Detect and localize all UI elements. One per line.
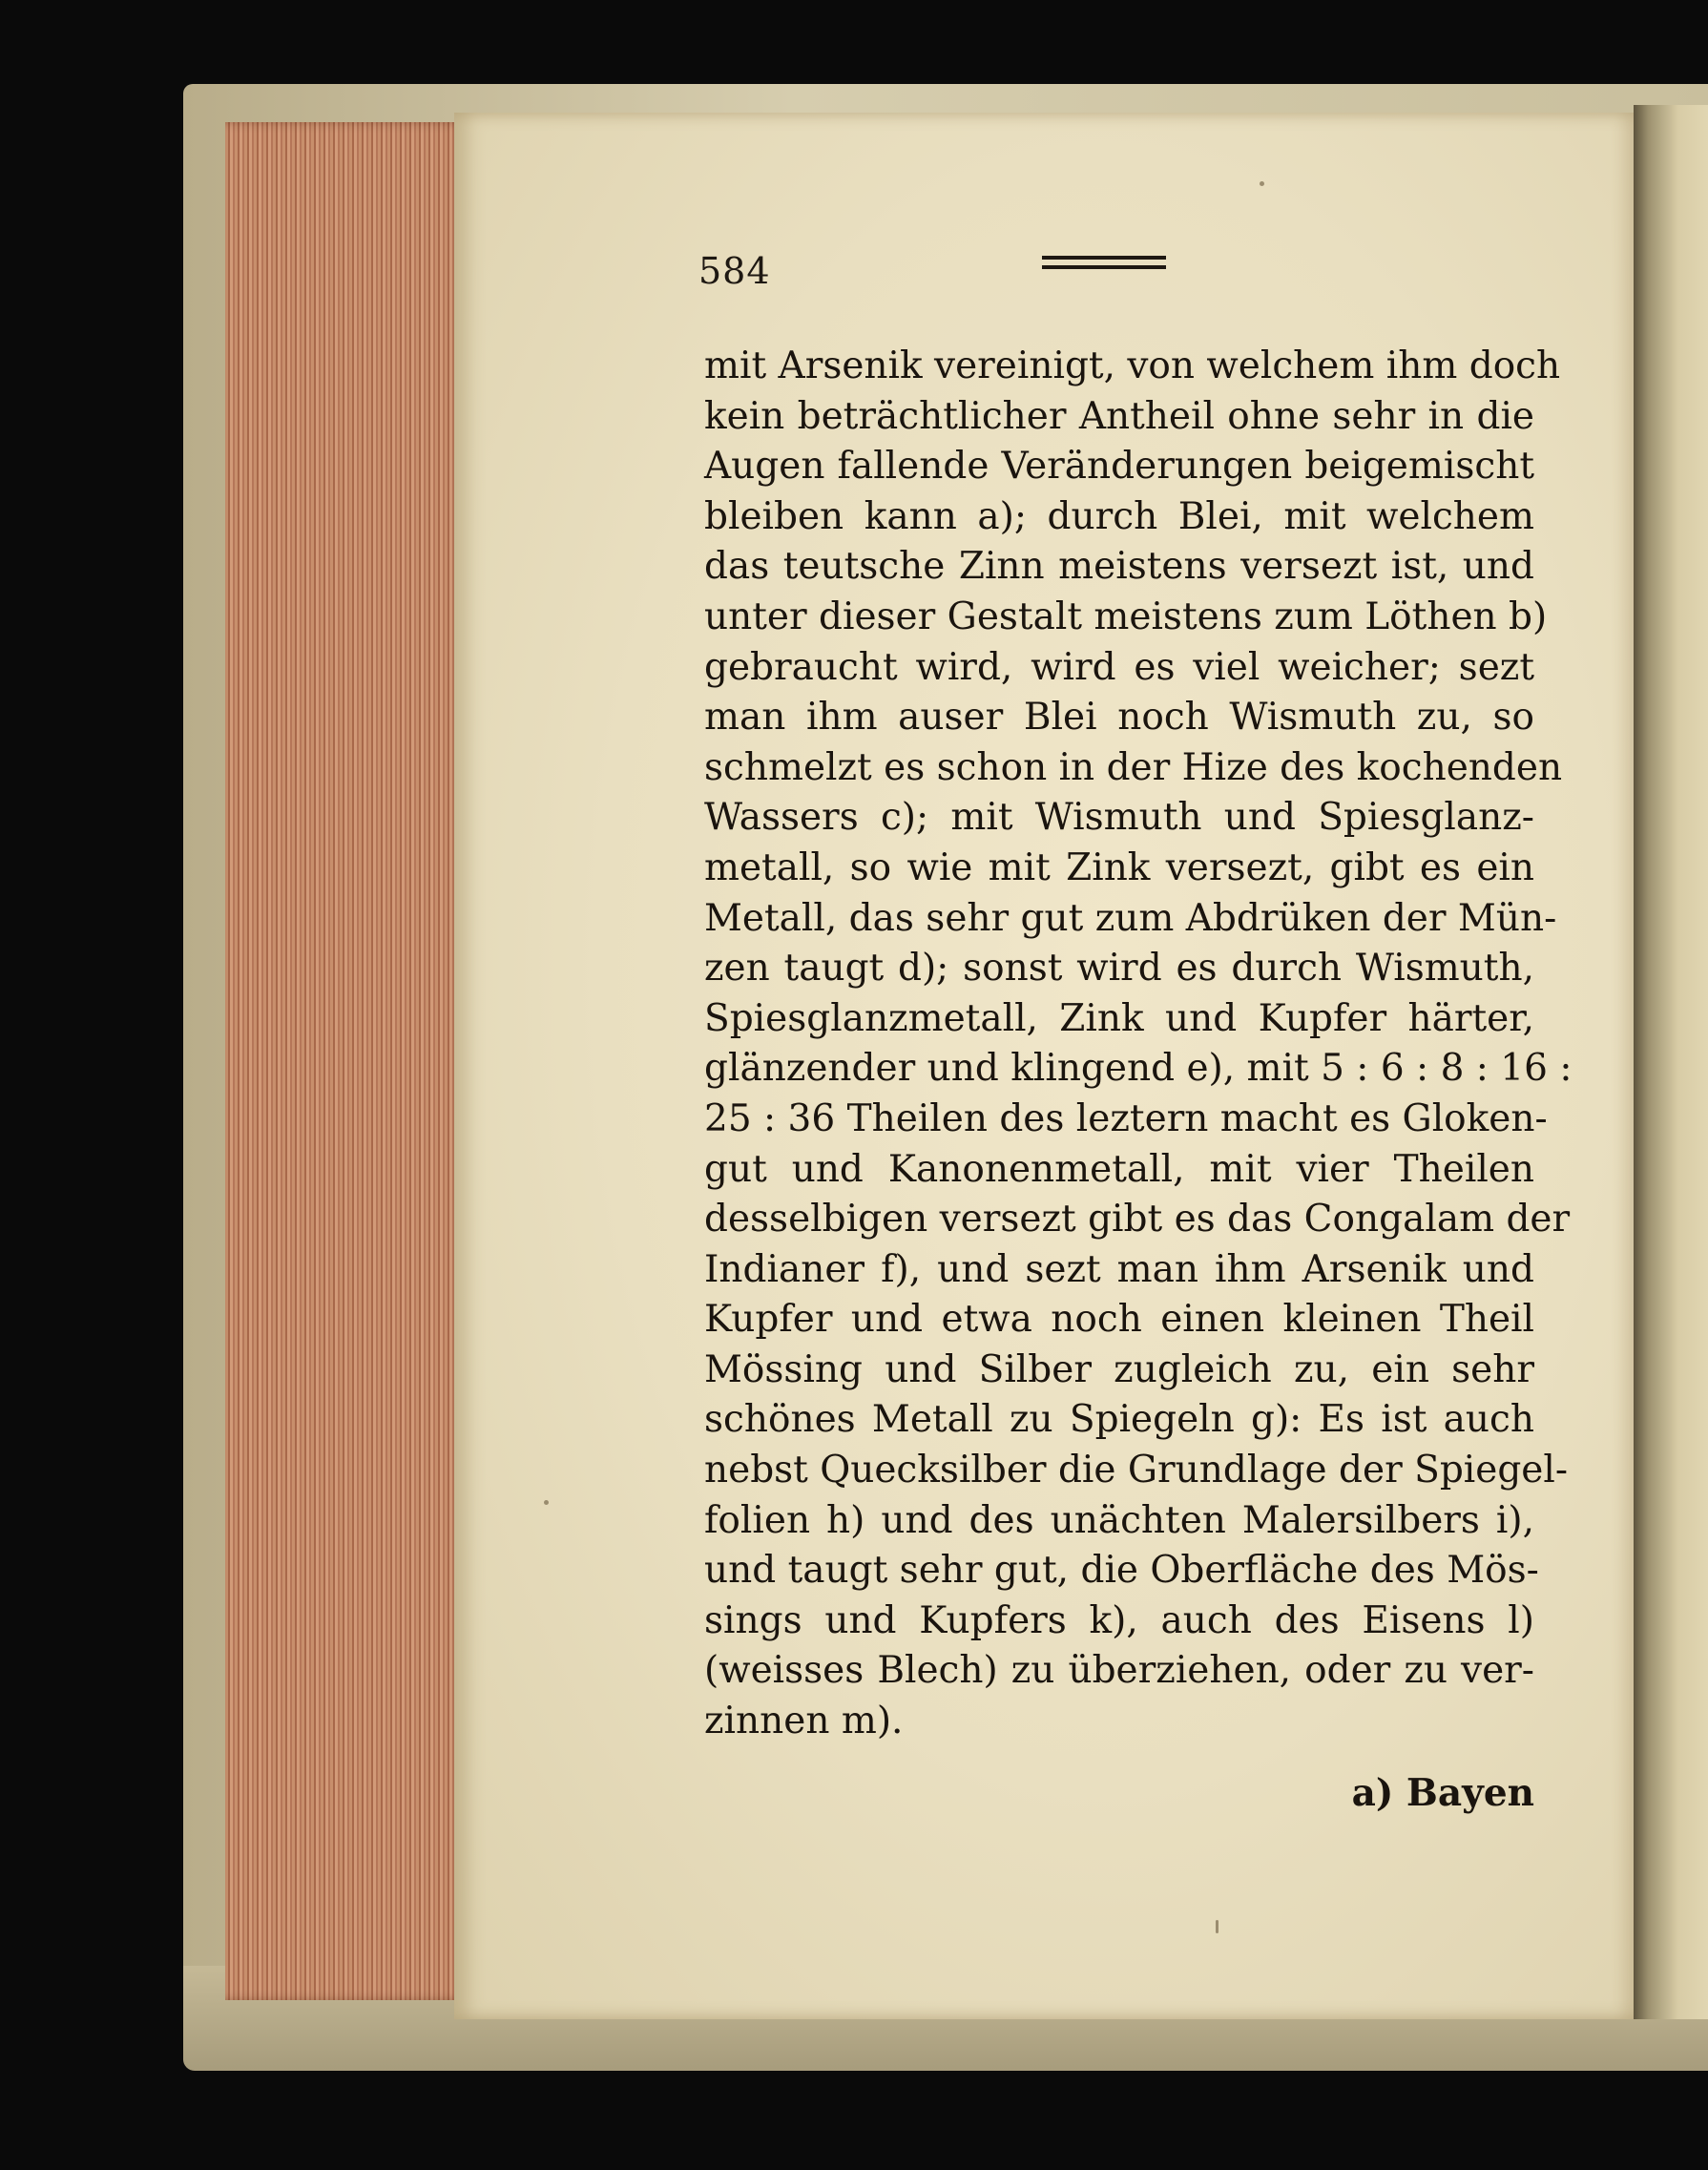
page-stack-edge bbox=[225, 122, 466, 2000]
body-text bbox=[704, 342, 1573, 1747]
text-line: mit Arsenik vereinigt, von welchem ihm doch bbox=[704, 344, 1561, 387]
paper-speck bbox=[1260, 181, 1264, 186]
text-line: Spiesglanzmetall, Zink und Kupfer härter, bbox=[704, 996, 1534, 1040]
facing-page-edge bbox=[1634, 105, 1708, 2019]
paper-speck bbox=[544, 1500, 549, 1505]
text-line: Augen fallende Veränderungen beigemischt bbox=[704, 445, 1534, 489]
text-line: folien h) und des unächten Malersilbers i), bbox=[704, 1498, 1534, 1542]
text-line: gut und Kanonenmetall, mit vier Theilen bbox=[704, 1147, 1534, 1191]
text-line: zen taugt d); sonst wird es durch Wismuth, bbox=[704, 947, 1534, 991]
text-line: metall, so wie mit Zink versezt, gibt es ein bbox=[704, 845, 1534, 889]
text-line: bleiben kann a); durch Blei, mit welchem bbox=[704, 494, 1534, 538]
text-line: und taugt sehr gut, die Oberfläche des Mös- bbox=[704, 1549, 1539, 1593]
text-line: das teutsche Zinn meistens versezt ist, und bbox=[704, 545, 1534, 589]
catchword: a) Bayen bbox=[1351, 1771, 1534, 1815]
text-line: kein beträchtlicher Antheil ohne sehr in die bbox=[704, 394, 1534, 438]
text-line: man ihm auser Blei noch Wismuth zu, so bbox=[704, 696, 1534, 740]
text-line: zinnen m). bbox=[704, 1700, 904, 1743]
text-line: Indianer f), und sezt man ihm Arsenik und bbox=[704, 1247, 1534, 1291]
text-line: (weisses Blech) zu überziehen, oder zu ver- bbox=[704, 1649, 1534, 1693]
text-line: sings und Kupfers k), auch des Eisens l) bbox=[704, 1598, 1534, 1642]
header-rule bbox=[1042, 256, 1166, 260]
text-line: gebraucht wird, wird es viel weicher; sezt bbox=[704, 645, 1534, 689]
text-line: schönes Metall zu Spiegeln g): Es ist auch bbox=[704, 1398, 1534, 1442]
text-line: desselbigen versezt gibt es das Congalam der bbox=[704, 1198, 1571, 1241]
text-line: schmelzt es schon in der Hize des kochenden bbox=[704, 745, 1563, 789]
page-number: 584 bbox=[698, 250, 771, 292]
text-line: Metall, das sehr gut zum Abdrüken der Mün- bbox=[704, 896, 1557, 940]
text-line: Kupfer und etwa noch einen kleinen Theil bbox=[704, 1298, 1534, 1342]
text-line: 25 : 36 Theilen des leztern macht es Gloken- bbox=[704, 1096, 1548, 1140]
text-line: nebst Quecksilber die Grundlage der Spiegel- bbox=[704, 1449, 1569, 1492]
text-line: Mössing und Silber zugleich zu, ein sehr bbox=[704, 1347, 1534, 1391]
text-line: unter dieser Gestalt meistens zum Löthen b) bbox=[704, 595, 1548, 638]
text-line: Wassers c); mit Wismuth und Spiesglanz- bbox=[704, 796, 1534, 840]
paper-speck bbox=[1216, 1920, 1219, 1933]
header-rule bbox=[1042, 265, 1166, 269]
text-line: glänzender und klingend e), mit 5 : 6 : 8 : 16 : bbox=[704, 1047, 1573, 1091]
